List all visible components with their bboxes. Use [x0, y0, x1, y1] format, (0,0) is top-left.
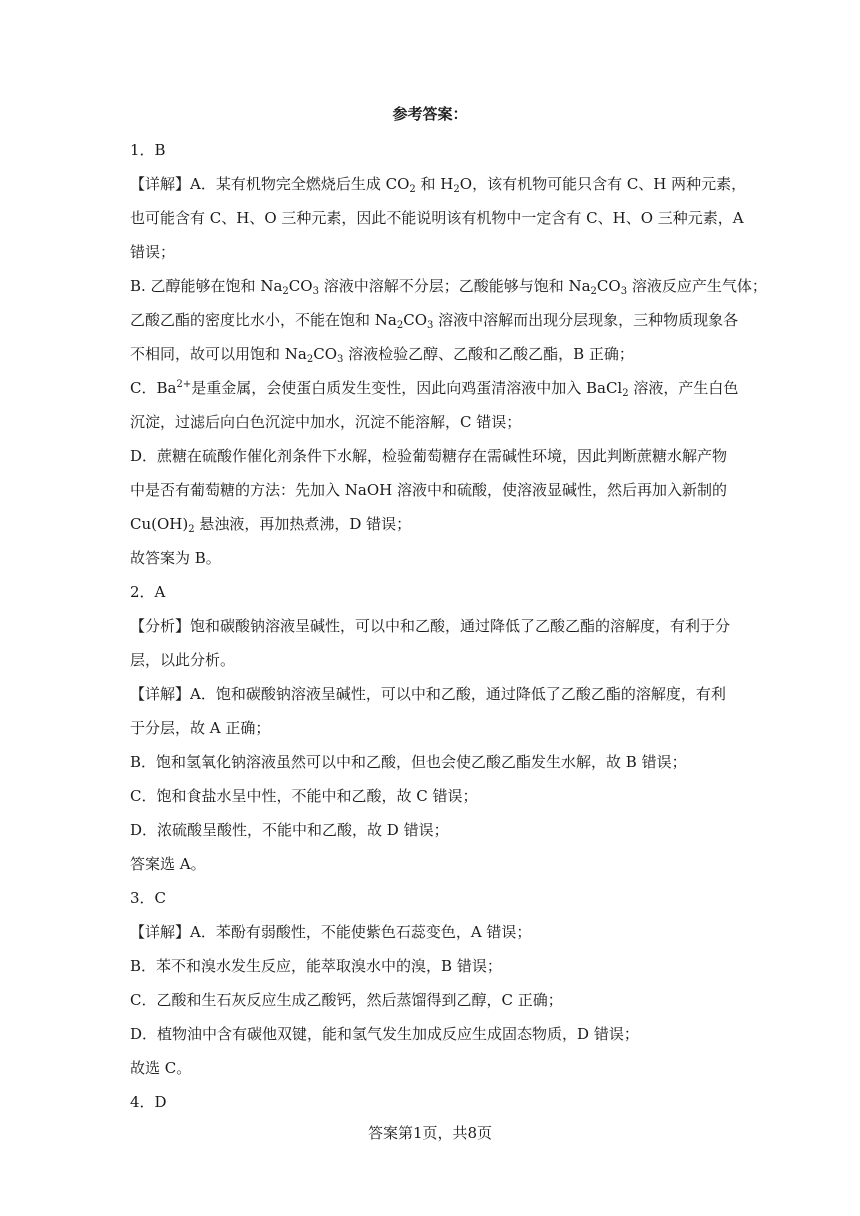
answer-line: [130, 405, 742, 439]
line-text: 层，以此分析。: [130, 651, 236, 669]
answer-content: [130, 133, 767, 1119]
subscript: 3: [312, 286, 319, 297]
line-text: C．乙酸和生石灰反应生成乙酸钙，然后蒸馏得到乙醇，C 正确；: [130, 991, 563, 1009]
line-text: 4．D: [130, 1093, 167, 1111]
line-text: CO: [313, 345, 337, 363]
subscript: 2: [453, 184, 460, 195]
page-title: 参考答案：: [392, 105, 468, 123]
line-text: 3．C: [130, 889, 167, 907]
line-text: 溶液检验乙醇、乙酸和乙酸乙酯，B 正确；: [343, 345, 634, 363]
line-text: 【详解】A．苯酚有弱酸性，不能使紫色石蕊变色，A 错误；: [130, 923, 532, 941]
answer-line: [130, 473, 742, 507]
line-text: B．苯不和溴水发生反应，能萃取溴水中的溴，B 错误；: [130, 957, 502, 975]
answer-line: [130, 235, 742, 269]
line-text: B．饱和氢氧化钠溶液虽然可以中和乙酸，但也会使乙酸乙酯发生水解，故 B 错误；: [130, 753, 687, 771]
answer-line: [130, 133, 742, 167]
line-text: 故选 C。: [130, 1059, 192, 1077]
subscript: 2: [622, 388, 629, 399]
subscript: 2: [282, 286, 289, 297]
answer-line: [130, 303, 742, 337]
answer-line: [130, 813, 742, 847]
line-text: 【分析】饱和碳酸钠溶液呈碱性，可以中和乙酸，通过降低了乙酸乙酯的溶解度，有利于分: [130, 617, 731, 635]
line-text: CO: [288, 277, 313, 295]
superscript: 2+: [176, 379, 192, 390]
line-text: 也可能含有 C、H、O 三种元素，因此不能说明该有机物中一定含有 C、H、O 三种元素，A: [130, 209, 744, 227]
answer-line: [130, 507, 742, 541]
answer-line: [130, 643, 742, 677]
line-text: 错误；: [130, 243, 176, 261]
line-text: 沉淀，过滤后向白色沉淀中加水，沉淀不能溶解，C 错误；: [130, 413, 522, 431]
line-text: 溶液中溶解不分层；乙酸能够与饱和 Na: [318, 277, 591, 295]
subscript: 3: [337, 354, 344, 365]
subscript: 2: [306, 354, 314, 365]
line-text: 溶液反应产生气体；: [627, 277, 767, 295]
line-text: CO: [596, 277, 621, 295]
page-footer: 答案第1页，共8页: [367, 1124, 493, 1142]
line-text: Cu(OH): [130, 515, 189, 533]
line-text: O，该有机物可能只含有 C、H 两种元素，: [459, 175, 747, 193]
line-text: 故答案为 B。: [130, 549, 221, 567]
subscript: 2: [188, 524, 195, 535]
line-text: 中是否有葡萄糖的方法：先加入 NaOH 溶液中和硫酸，使溶液显碱性，然后再加入新制的: [130, 481, 727, 499]
subscript: 2: [396, 320, 404, 331]
line-text: 悬浊液，再加热煮沸，D 错误；: [194, 515, 412, 533]
line-text: D．蔗糖在硫酸作催化剂条件下水解，检验葡萄糖存在需碱性环境，因此判断蔗糖水解产物: [130, 447, 728, 465]
subscript: 2: [590, 286, 597, 297]
line-text: 2．A: [130, 583, 166, 601]
answer-line: [130, 1051, 742, 1085]
answer-line: [130, 847, 742, 881]
line-text: 溶液，产生白色: [628, 379, 739, 397]
answer-line: [130, 609, 742, 643]
line-text: D．植物油中含有碳他双键，能和氢气发生加成反应生成固态物质，D 错误；: [130, 1025, 639, 1043]
answer-line: [130, 167, 747, 201]
answer-line: [130, 337, 742, 371]
answer-line: [130, 677, 742, 711]
line-text: 1．B: [130, 141, 166, 159]
line-text: C．Ba: [130, 379, 177, 397]
answer-line: [130, 269, 767, 303]
line-text: 【详解】A．某有机物完全燃烧后生成 CO: [130, 175, 410, 193]
line-text: 【详解】A．饱和碳酸钠溶液呈碱性，可以中和乙酸，通过降低了乙酸乙酯的溶解度，有利: [130, 685, 726, 703]
subscript: 3: [620, 286, 628, 297]
subscript: 3: [427, 320, 434, 331]
answer-line: [130, 439, 742, 473]
line-text: 和 H: [415, 175, 454, 193]
subscript: 2: [409, 184, 416, 195]
answer-line: [130, 745, 742, 779]
line-text: C．饱和食盐水呈中性，不能中和乙酸，故 C 错误；: [130, 787, 478, 805]
answer-line: [130, 201, 742, 235]
line-text: B. 乙醇能够在饱和 Na: [130, 277, 283, 295]
answer-line: [130, 915, 742, 949]
line-text: 答案选 A。: [130, 855, 206, 873]
answer-line: [130, 881, 742, 915]
answer-line: [130, 575, 742, 609]
line-text: 乙酸乙酯的密度比水小，不能在饱和 Na: [130, 311, 397, 329]
line-text: 于分层，故 A 正确；: [130, 719, 271, 737]
answer-line: [130, 779, 742, 813]
answer-line: [130, 983, 742, 1017]
answer-line: [130, 1085, 742, 1119]
answer-line: [130, 949, 742, 983]
answer-line: [130, 541, 742, 575]
answer-line: [130, 1017, 742, 1051]
line-text: 是重金属，会使蛋白质发生变性，因此向鸡蛋清溶液中加入 BaCl: [191, 379, 623, 397]
line-text: 溶液中溶解而出现分层现象，三种物质现象各: [433, 311, 739, 329]
line-text: D．浓硫酸呈酸性，不能中和乙酸，故 D 错误；: [130, 821, 449, 839]
line-text: 不相同，故可以用饱和 Na: [130, 345, 307, 363]
line-text: CO: [403, 311, 427, 329]
answer-line: [130, 711, 742, 745]
answer-line: [130, 371, 742, 405]
